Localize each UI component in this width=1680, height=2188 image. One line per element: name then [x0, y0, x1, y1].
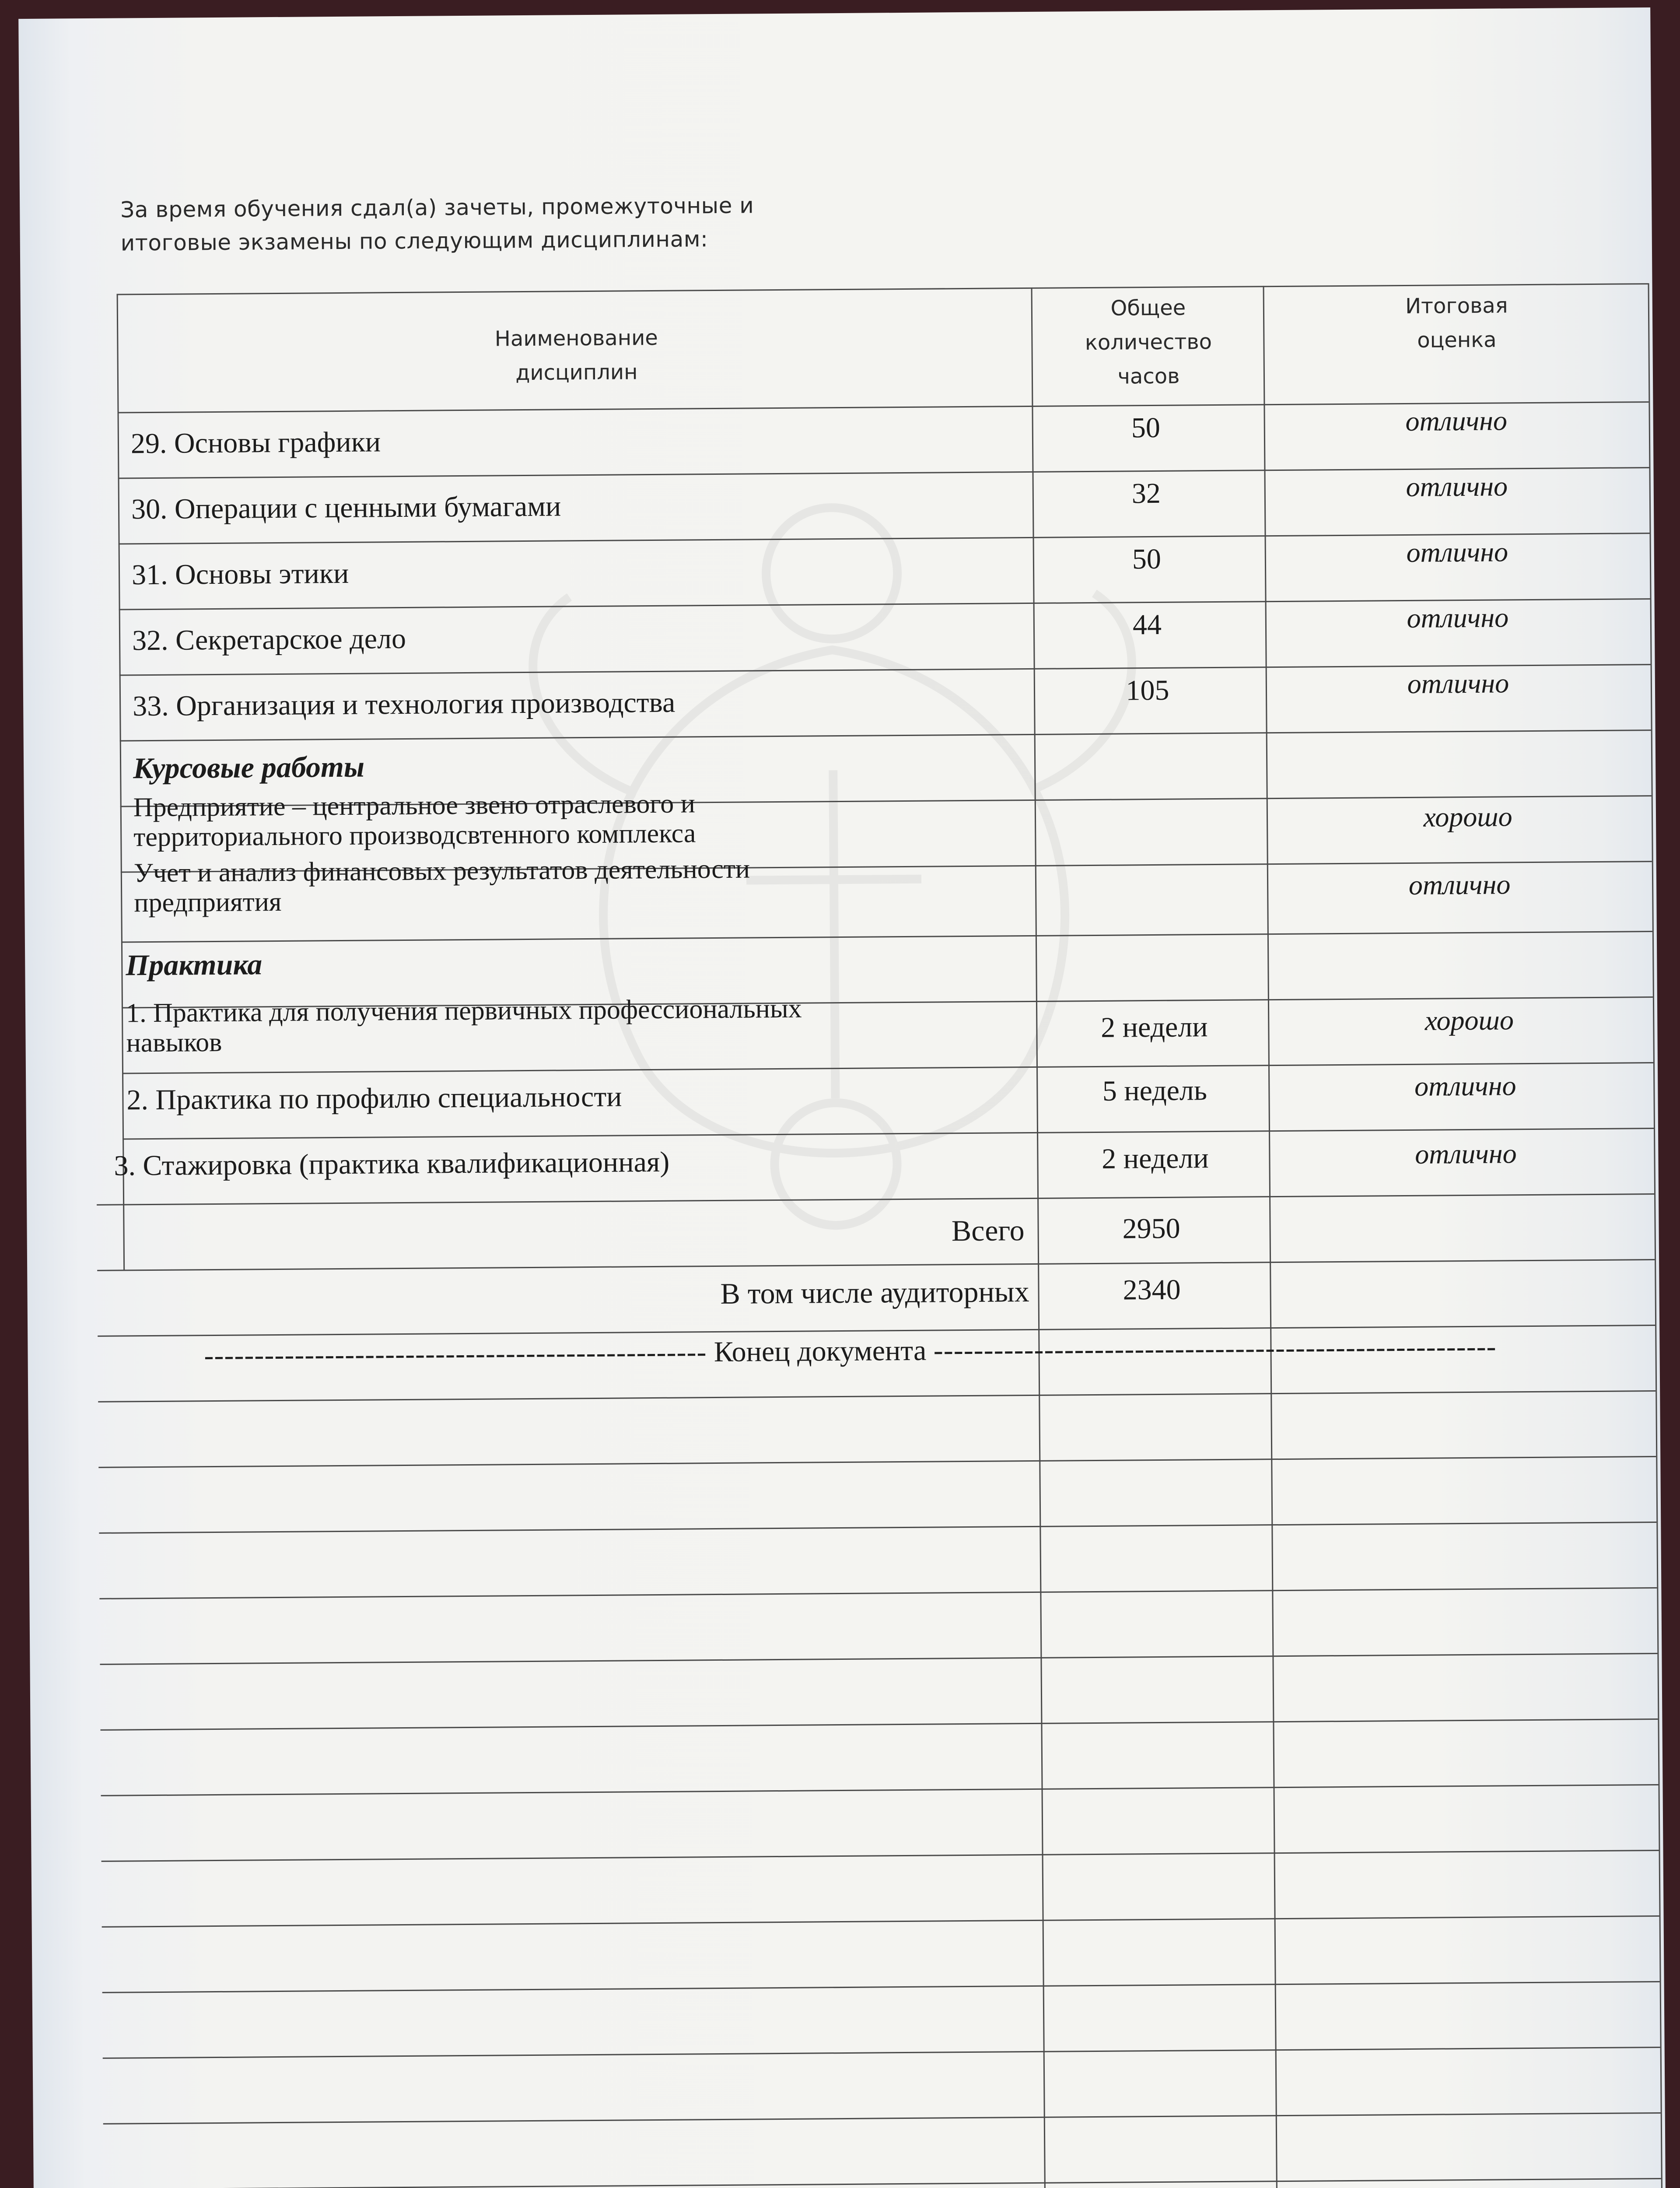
coursework-item-line-1: Учет и анализ финансовых результатов деятельности	[133, 854, 750, 888]
empty-row-line	[98, 1390, 1656, 1403]
discipline-hours: 44	[1132, 608, 1162, 641]
table-left-border	[117, 294, 125, 1270]
discipline-name: 33. Организация и технология производства	[132, 686, 676, 722]
practice-item-line-1: 1. Практика для получения первичных профессиональных	[126, 993, 802, 1028]
table-right-border	[1648, 283, 1663, 2188]
header-grade-line-1: Итоговая	[1405, 293, 1508, 319]
total-hours: 2950	[1122, 1212, 1180, 1245]
coursework-item	[133, 786, 1035, 852]
practice-grade: отлично	[1414, 1070, 1516, 1102]
empty-row-line	[103, 2047, 1660, 2059]
practice-duration: 5 недель	[1102, 1074, 1208, 1107]
header-hours-line-2: количество	[1085, 330, 1212, 355]
discipline-grade: отлично	[1406, 536, 1508, 568]
header-grade-line-2: оценка	[1417, 327, 1497, 353]
coursework-item-line-2: территориального производсвтенного комплекса	[133, 818, 696, 852]
coursework-section-title: Курсовые работы	[133, 750, 365, 785]
intro-line-2: итоговые экзамены по следующим дисциплинам:	[120, 226, 708, 256]
header-total-hours	[1033, 290, 1264, 394]
coursework-grade: хорошо	[1423, 801, 1512, 833]
empty-row-line	[101, 1784, 1659, 1796]
header-name-line-1: Наименование	[494, 325, 658, 351]
empty-row-line	[101, 1718, 1658, 1731]
practice-item-line-2: навыков	[126, 1027, 222, 1058]
end-of-document-label: Конец документа	[714, 1334, 927, 1368]
practice-item	[126, 992, 1036, 1058]
practice-item: 3. Стажировка (практика квалификационная)	[114, 1146, 670, 1182]
practice-grade: хорошо	[1424, 1004, 1514, 1036]
practice-item: 2. Практика по профилю специальности	[126, 1080, 622, 1116]
discipline-name: 32. Секретарское дело	[132, 622, 406, 657]
coursework-grade: отлично	[1408, 869, 1511, 901]
discipline-name: 29. Основы графики	[130, 426, 381, 460]
discipline-hours: 50	[1131, 411, 1161, 444]
classroom-hours-label: В том числе аудиторных	[720, 1275, 1029, 1310]
empty-row-line	[99, 1587, 1657, 1599]
empty-row-line	[102, 1915, 1659, 1928]
intro-line-1: За время обучения сдал(а) зачеты, промежуточные и	[120, 193, 754, 223]
practice-section-title: Практика	[126, 947, 262, 982]
discipline-name: 31. Основы этики	[131, 557, 349, 591]
discipline-grade: отлично	[1407, 667, 1509, 699]
empty-row-line	[104, 2178, 1661, 2188]
header-name-line-2: дисциплин	[515, 360, 638, 386]
coursework-item	[134, 852, 1053, 918]
discipline-hours: 32	[1131, 477, 1161, 510]
discipline-grade: отлично	[1405, 405, 1508, 437]
coursework-item-line-1: Предприятие – центральное звено отраслевого и	[133, 789, 696, 823]
header-hours-line-1: Общее	[1110, 295, 1186, 321]
end-dashes-right: --------------------------------------------------------	[933, 1330, 1497, 1367]
empty-row-line	[98, 1456, 1656, 1468]
empty-row-line	[100, 1653, 1657, 1665]
empty-row-line	[102, 1981, 1660, 1993]
practice-duration: 2 недели	[1102, 1142, 1209, 1175]
table-grid	[18, 7, 1650, 19]
end-dashes-left: --------------------------------------------------	[204, 1336, 707, 1372]
practice-duration: 2 недели	[1100, 1011, 1208, 1044]
empty-row-line	[103, 2112, 1661, 2125]
total-label: Всего	[951, 1213, 1025, 1248]
header-hours-line-3: часов	[1117, 364, 1180, 389]
classroom-hours: 2340	[1123, 1273, 1181, 1306]
practice-grade: отлично	[1414, 1138, 1517, 1170]
discipline-name: 30. Операции с ценными бумагами	[131, 490, 561, 526]
document-sheet	[18, 7, 1666, 2188]
header-final-grade	[1265, 288, 1648, 358]
intro-text	[120, 188, 908, 260]
coursework-item-line-2: предприятия	[134, 887, 282, 918]
empty-row-line	[102, 1850, 1659, 1862]
discipline-grade: отлично	[1406, 470, 1508, 502]
empty-row-line	[99, 1522, 1656, 1534]
discipline-hours: 50	[1132, 543, 1162, 575]
header-discipline-name	[121, 318, 1032, 393]
discipline-grade: отлично	[1407, 602, 1509, 634]
end-of-document-marker	[71, 1329, 1629, 1373]
discipline-hours: 105	[1126, 674, 1169, 707]
